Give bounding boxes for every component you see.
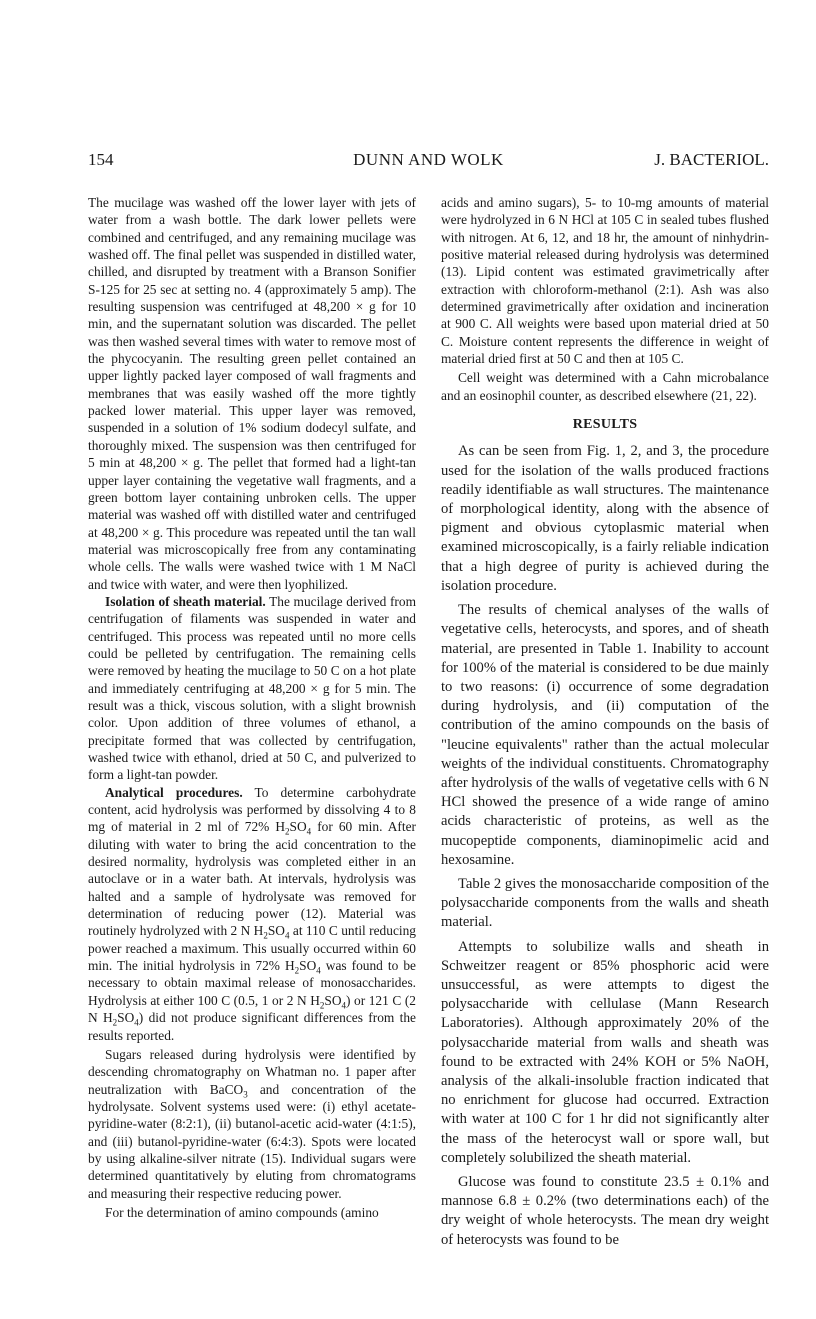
paragraph-solubilization: Attempts to solubilize walls and sheath in Schweitzer reagent or 85% phosphoric acid were unsuccessful, as were attempts to digest the polysaccharide with cellulase (Mann Research Laboratories). Although approximately 20% of the polysaccharide material from walls and sheath was found to be extracted with 24% KOH or 5% NaOH, analysis of the alkali-insoluble fraction indicated that no enrichment for glucose had occurred. Extraction with water at 100 C for 1 hr did not significantly alter the mass of the heterocyst wall or spore wall, but completely solubilized the sheath material. [441,938,769,1166]
paragraph-amino-hydrolysis: acids and amino sugars), 5- to 10-mg amounts of material were hydrolyzed in 6 N HCl at 105 C in sealed tubes flushed with nitrogen. At 6, 12, and 18 hr, the amount of ninhydrin-positive material released during hydrolysis was determined (13). Lipid content was estimated gravimetrically after extraction with chloroform-methanol (2:1). Ash was also determined gravimetrically after oxidation and incineration at 900 C. All weights were based upon material dried at 50 C. Moisture content represents the difference in weight of material dried first at 50 C and then at 105 C. [441,195,769,367]
text-run: SO [117,1010,135,1026]
paragraph-sugar-chromatography: Sugars released during hydrolysis were identified by descending chromatography on Whatman no. 1 paper after neutralization with BaCO$_3$ and concentration of the hydrolysate. Solvent systems used were: (i) ethyl acetate-pyridine-water (8:2:1), (ii) butanol-acetic acid-water (4:1:5), and (iii) butanol-pyridine-water (6:4:3). Spots were located by using alkaline-silver nitrate (15). Individual sugars were determined quantitatively by eluting from chromatograms and measuring their respective reducing power. [88,1046,416,1201]
paragraph-chemical-analyses: The results of chemical analyses of the walls of vegetative cells, heterocysts, and spores, and of sheath material, are presented in Table 1. Inability to account for 100% of the material is considered to be due mainly to two reasons: (i) occurrence of some degradation during hydrolysis, and (ii) computation of the contribution of the amino compounds on the basis of "leucine equivalents" rather than the actual molecular weights of the individual constituents. Chromatography after hydrolysis of the walls of vegetative cells with 6 N HCl showed the presence of a wide range of amino acids characteristic of proteins, as well as the mucopeptide components, diaminopimelic acid and hexosamine. [441,602,769,868]
paragraph-table2-reference: Table 2 gives the monosaccharide composition of the polysaccharide components from the walls and sheath material. [441,875,769,931]
running-header [88,150,769,172]
left-column [88,194,416,1221]
text-run: SO [299,958,317,974]
paragraph-cell-weight: Cell weight was determined with a Cahn microbalance and an eosinophil counter, as described elsewhere (21, 22). [441,370,769,403]
right-column [441,194,769,1250]
paragraph-sheath-isolation [88,593,416,784]
text-run: ) or 121 C (2 N H [88,992,416,1026]
journal-name: J. BACTERIOL. [654,150,769,169]
paragraph-amino-compounds: For the determination of amino compounds (amino [105,1204,379,1220]
running-head-authors: DUNN AND WOLK [353,150,504,169]
text-run: ) did not produce significant differences from the results reported. [88,1010,416,1043]
text-run: for 60 min. After diluting with water to bring the acid concentration to the desired normality, hydrolysis was completed either in an autoclave or in a water bath. At intervals, hydrolysis was halted and a sample of hydrolysate was removed for determination of reducing power (12). Material was routinely hydrolyzed with 2 N H [88,819,416,939]
paragraph-wall-identity: As can be seen from Fig. 1, 2, and 3, the procedure used for the isolation of the walls produced fractions readily identifiable as wall structures. The maintenance of morphological identity, along with the absence of pigment and obvious cytoplasmic material when examined microscopically, is a fairly reliable indication that a high degree of purity is achieved during the isolation procedure. [441,443,769,594]
text-run: SO [289,819,307,835]
results-body [441,442,769,1249]
paragraph-text: The mucilage derived from centrifugation of filaments was suspended in water and centrifuged. This process was repeated until no more cells could be pelleted by centrifugation. The remaining cells were removed by heating the mucilage to 50 C on a hot plate and immediately centrifuging at 48,200 × g for 5 min. The result was a thick, viscous solution, with a slight brownish color. Upon addition of three volumes of ethanol, a precipitate formed that was collected by centrifugation, washed twice with ethanol, dried at 50 C, and pulverized to form a light-tan powder. [88,593,417,783]
section-heading-analytical: Analytical procedures. [105,784,243,800]
text-run: Sugars released during hydrolysis were identified by descending chromatography on Whatman no. 1 paper after neutralization with BaCO [88,1046,416,1097]
paragraph-analytical-procedures: Analytical procedures. To determine carbohydrate content, acid hydrolysis was performed by dissolving 4 to 8 mg of material in 2 ml of 72% $H_2SO_4$ for 60 min. After diluting with water to bring the acid concentration to the desired normality, hydrolysis was completed either in an autoclave or in a water bath. At intervals, hydrolysis was halted and a sample of hydrolysate was removed for determination of reducing power (12). Material was routinely hydrolyzed with 2 N $H_2SO_4$ at 110 C until reducing power reached a maximum. This usually occurred within 60 min. The initial hydrolysis in 72% $H_2SO_4$ was found to be necessary to obtain maximal release of monosaccharides. Hydrolysis at either 100 C (0.5, 1 or 2 N $H_2SO_4$) or 121 C (2 N $H_2SO_4$) did not produce significant differences from the results reported. [88,784,416,1043]
section-heading-sheath: Isolation of sheath material. [105,593,266,609]
text-run: SO [267,923,285,939]
paragraph-glucose-mannose: Glucose was found to constitute 23.5 ± 0.1% and mannose 6.8 ± 0.2% (two determinations each) of the dry weight of whole heterocysts. The mean dry weight of heterocysts was found to be [441,1173,769,1248]
page-number: 154 [88,150,114,169]
section-heading-results: RESULTS [572,417,638,433]
text-run: and concentration of the hydrolysate. Solvent systems used were: (i) ethyl acetate-pyridine-water (8:2:1), (ii) butanol-acetic acid-water (4:1:5), and (iii) butanol-pyridine-water (6:4:3). Spots were located by using alkaline-silver nitrate (15). Individual sugars were determined quantitatively by eluting from chromatograms and measuring their respective reducing power. [88,1081,416,1201]
text-run: SO [324,992,342,1008]
text-run: To determine carbohydrate content, acid hydrolysis was performed by dissolving 4 to 8 mg of material in 2 ml of 72% H [88,784,416,835]
paragraph-mucilage-washing: The mucilage was washed off the lower layer with jets of water from a wash bottle. The dark lower pellets were combined and centrifuged, and any remaining mucilage was washed off. The final pellet was suspended in distilled water, chilled, and disrupted by treatment with a Branson Sonifier S-125 for 25 sec at setting no. 4 (approximately 5 amp). The resulting suspension was centrifuged at 48,200 × g for 10 min, and the supernatant solution was discarded. The pellet was then washed several times with water to remove most of the phycocyanin. The resulting green pellet contained an upper lightly packed layer composed of wall fragments and membranes that was easily washed off the more tightly packed lower material. This upper layer was removed, suspended in a solution of 1% sodium dodecyl sulfate, and thoroughly mixed. The suspension was then centrifuged for 5 min at 48,200 × g. The pellet that formed had a light-tan upper layer containing the vegetative wall fragments, and a green bottom layer containing unbroken cells. The upper material was washed off with distilled water and centrifuged at 48,200 × g. This procedure was repeated until the tan wall material was microscopically free from any contaminating whole cells. The walls were washed twice with 1 M NaCl and twice with water, and were then lyophilized. [88,195,416,592]
text-run: at 110 C until reducing power reached a maximum. This usually occurred within 60 min. The initial hydrolysis in 72% H [88,923,416,974]
text-run: was found to be necessary to obtain maximal release of monosaccharides. Hydrolysis at either 100 C (0.5, 1 or 2 N H [88,958,416,1008]
